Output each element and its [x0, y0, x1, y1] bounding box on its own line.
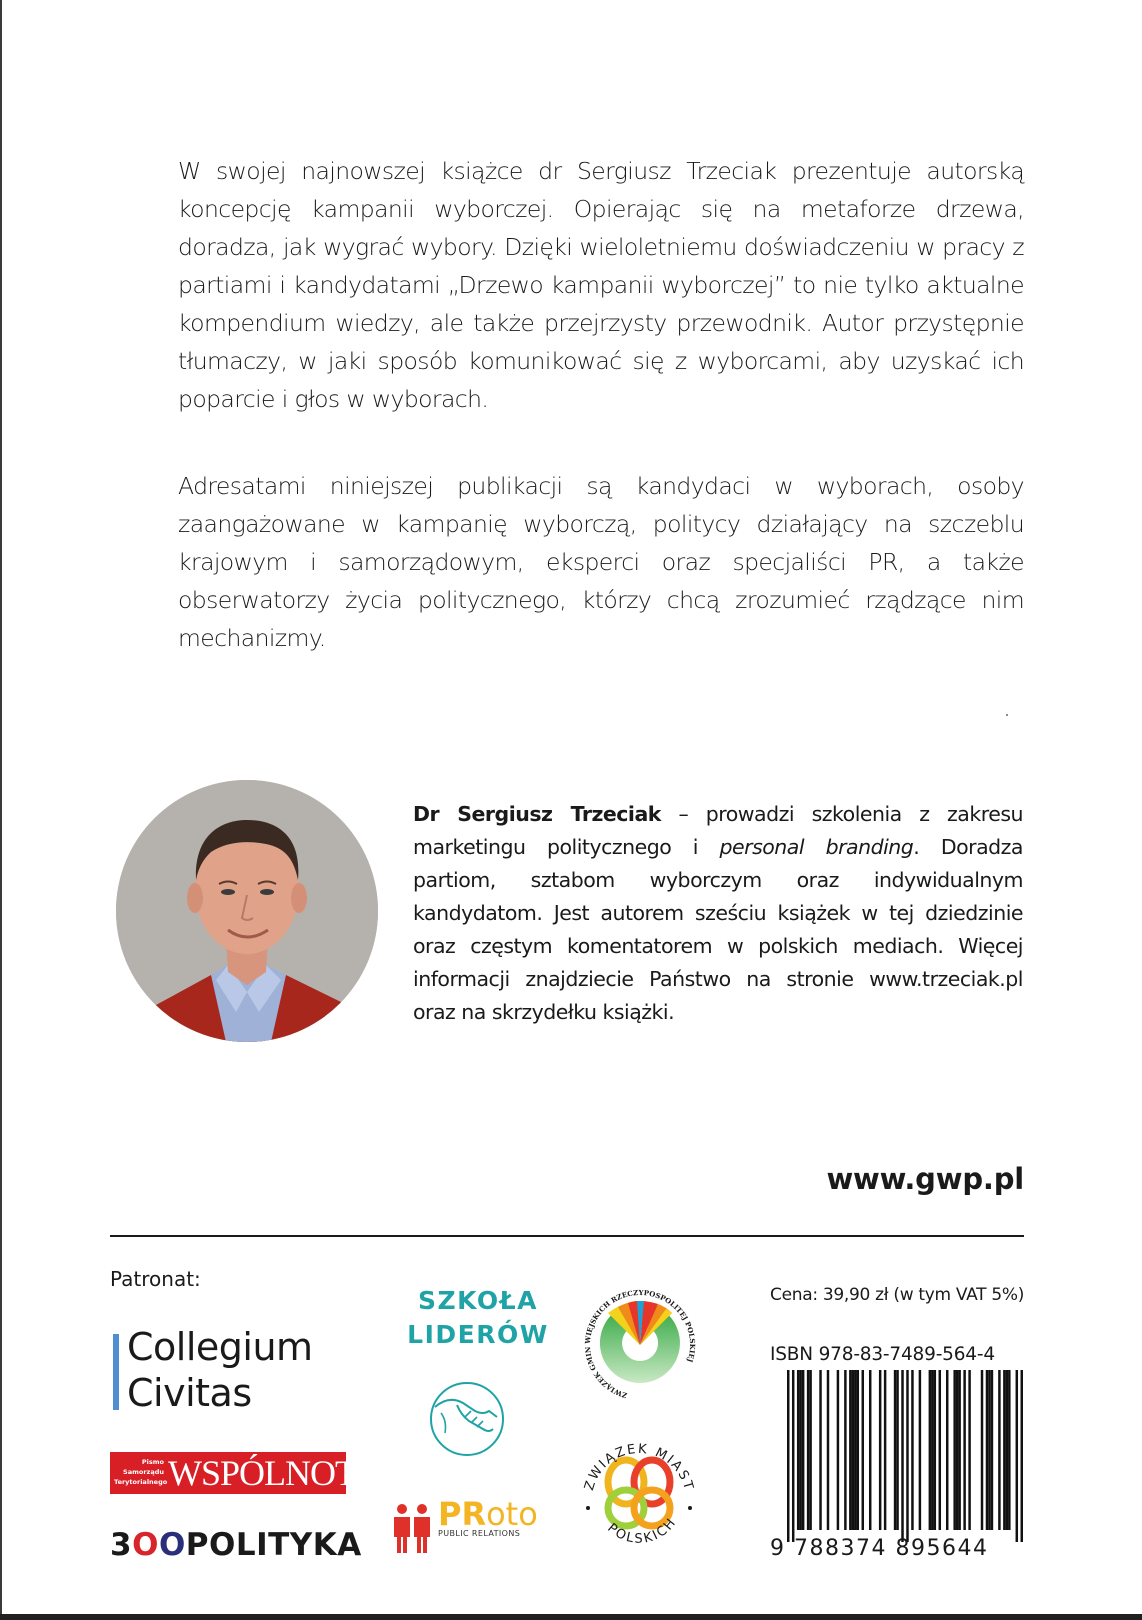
wspolnota-title: WSPÓLNOTA — [168, 1453, 379, 1493]
author-bio-text-1: – prowadzi szkolenia z zakresu marketingu politycznego i — [413, 802, 1023, 859]
isbn-label: ISBN 978-83-7489-564-4 — [770, 1344, 995, 1365]
barcode-bar — [958, 1370, 960, 1530]
svg-text:ZWIĄZEK GMIN WIEJSKICH RZECZYP: ZWIĄZEK GMIN WIEJSKICH RZECZYPOSPOLITEJ POLSKIEJ — [582, 1287, 698, 1401]
barcode-bar — [797, 1370, 799, 1530]
barcode-bar — [809, 1370, 811, 1530]
barcode-bar — [906, 1370, 908, 1542]
collegium-civitas-wordmark — [127, 1324, 313, 1416]
price-label: Cena: 39,90 zł (w tym VAT 5%) — [770, 1285, 1025, 1305]
publisher-website-link[interactable]: www.gwp.pl — [826, 1162, 1024, 1196]
author-bio-text-2: . Doradza partiom, sztabom wyborczym oraz indywidualnym kandydatom. Jest autorem sześciu książek w tej dziedzinie oraz częstym komentatorem w polskich mediach. Więcej informacji znajdziecie Państwo na stronie www.trzeciak.pl oraz na skrzydełku książki. — [413, 835, 1023, 1024]
people-figures-icon — [392, 1503, 434, 1553]
barcode-bar — [988, 1370, 990, 1530]
barcode-bar — [849, 1370, 851, 1530]
author-bio-italic: personal branding — [719, 835, 914, 859]
barcode-bar — [939, 1370, 941, 1530]
barcode-left-group: 788374 — [794, 1536, 887, 1561]
barcode-bar — [896, 1370, 898, 1530]
barcode-bar — [869, 1370, 871, 1530]
barcode-bar — [857, 1370, 859, 1530]
zwiazek-miast-logo — [574, 1430, 704, 1564]
barcode-bar — [986, 1370, 988, 1530]
wspolnota-sub-line3: Terytorialnego — [114, 1478, 168, 1486]
polityka-suffix: POLITYKA — [185, 1527, 362, 1563]
print-speck — [1006, 714, 1008, 716]
scan-edge-bottom — [0, 1614, 1142, 1620]
wspolnota-sub-line1: Pismo — [141, 1458, 164, 1466]
polityka-prefix: 3 — [110, 1527, 133, 1563]
polityka-o-red: O — [132, 1527, 159, 1563]
zwiazek-gmin-logo — [578, 1283, 702, 1407]
isbn-barcode — [787, 1370, 1023, 1542]
author-portrait-icon — [116, 780, 378, 1042]
barcode-bar — [894, 1370, 896, 1530]
proto-subtitle: PUBLIC RELATIONS — [438, 1529, 521, 1538]
description-paragraph-1: W swojej najnowszej książce dr Sergiusz Trzeciak prezentuje autorską koncepcję kampanii wyborczej. Opierając się na metaforze drzewa, doradza, jak wygrać wybory. Dzięki wieloletniemu doświadczeniu w pracy z partiami i kandydatami „Drzewo kampanii wyborczej” to nie tylko aktualne kompendium wiedzy, ale także przejrzysty przewodnik. Autor przystępnie tłumaczy, w jaki sposób komunikować się z wyborcami, aby uzyskać ich poparcie i głos w wyborach. — [178, 157, 1024, 413]
szkola-liderow-line1: SZKOŁA — [417, 1286, 539, 1315]
barcode-bar — [884, 1370, 886, 1530]
barcode-bar — [852, 1370, 854, 1530]
barcode-bar — [981, 1370, 983, 1530]
barcode-bar — [862, 1370, 864, 1530]
proto-light: oto — [486, 1495, 538, 1533]
barcode-digits — [770, 1536, 988, 1561]
scan-edge-left — [0, 0, 2, 1620]
barcode-bar — [854, 1370, 856, 1530]
barcode-bar — [963, 1370, 965, 1530]
barcode-bar — [1008, 1370, 1010, 1530]
collegium-civitas-accent-bar — [113, 1334, 119, 1410]
barcode-bar — [787, 1370, 789, 1542]
author-bio — [413, 798, 1023, 1029]
szkola-liderow-line2: LIDERÓW — [407, 1320, 549, 1349]
polityka-o-blue: O — [158, 1527, 186, 1563]
barcode-bar — [953, 1370, 955, 1530]
barcode-bar — [1006, 1370, 1008, 1530]
handshake-icon — [427, 1381, 507, 1461]
barcode-bar — [1021, 1370, 1023, 1542]
barcode-bar — [819, 1370, 821, 1530]
barcode-bar — [1016, 1370, 1018, 1542]
barcode-right-group: 895644 — [895, 1536, 989, 1561]
wspolnota-sub-line2: Samorządu — [123, 1468, 164, 1476]
barcode-bar — [931, 1370, 933, 1530]
wspolnota-subtitle — [114, 1457, 168, 1487]
barcode-bar — [844, 1370, 846, 1530]
barcode-bar — [837, 1370, 839, 1530]
collegium-civitas-line2: Civitas — [127, 1371, 252, 1415]
barcode-bar — [998, 1370, 1000, 1530]
barcode-bar — [934, 1370, 936, 1530]
barcode-bar — [919, 1370, 921, 1530]
barcode-bar — [799, 1370, 801, 1530]
patronage-label: Patronat: — [110, 1267, 201, 1291]
barcode-lead-digit: 9 — [770, 1536, 786, 1561]
barcode-bar — [991, 1370, 993, 1530]
divider-rule — [110, 1235, 1024, 1237]
barcode-bar — [968, 1370, 970, 1530]
svg-text:POLSKICH: POLSKICH — [604, 1514, 681, 1547]
description-paragraph-2: Adresatami niniejszej publikacji są kandydaci w wyborach, osoby zaangażowane w kampanię wyborczą, politycy działający na szczeblu krajowym i samorządowym, eksperci oraz specjaliści PR, a także obserwatorzy życia politycznego, którzy chcą zrozumieć rządzące nim mechanizmy. — [178, 472, 1024, 652]
barcode-bar — [901, 1370, 903, 1542]
barcode-bar — [956, 1370, 958, 1530]
barcode-bar — [946, 1370, 948, 1530]
szkola-liderow-wordmark — [398, 1284, 558, 1352]
author-photo — [116, 780, 378, 1042]
barcode-bar — [911, 1370, 913, 1530]
svg-text:ZWIĄZEK MIAST: ZWIĄZEK MIAST — [582, 1441, 697, 1494]
barcode-bar — [879, 1370, 881, 1530]
300polityka-logo — [110, 1527, 362, 1563]
barcode-bar — [807, 1370, 809, 1530]
author-name: Dr Sergiusz Trzeciak — [413, 802, 661, 826]
barcode-bar — [802, 1370, 804, 1530]
barcode-bar — [792, 1370, 794, 1542]
barcode-bar — [827, 1370, 829, 1530]
collegium-civitas-line1: Collegium — [127, 1325, 313, 1369]
barcode-bar — [1003, 1370, 1005, 1530]
proto-wordmark — [438, 1495, 538, 1533]
proto-bold: PR — [438, 1495, 487, 1533]
wspolnota-logo — [110, 1452, 379, 1494]
barcode-bar — [929, 1370, 931, 1530]
